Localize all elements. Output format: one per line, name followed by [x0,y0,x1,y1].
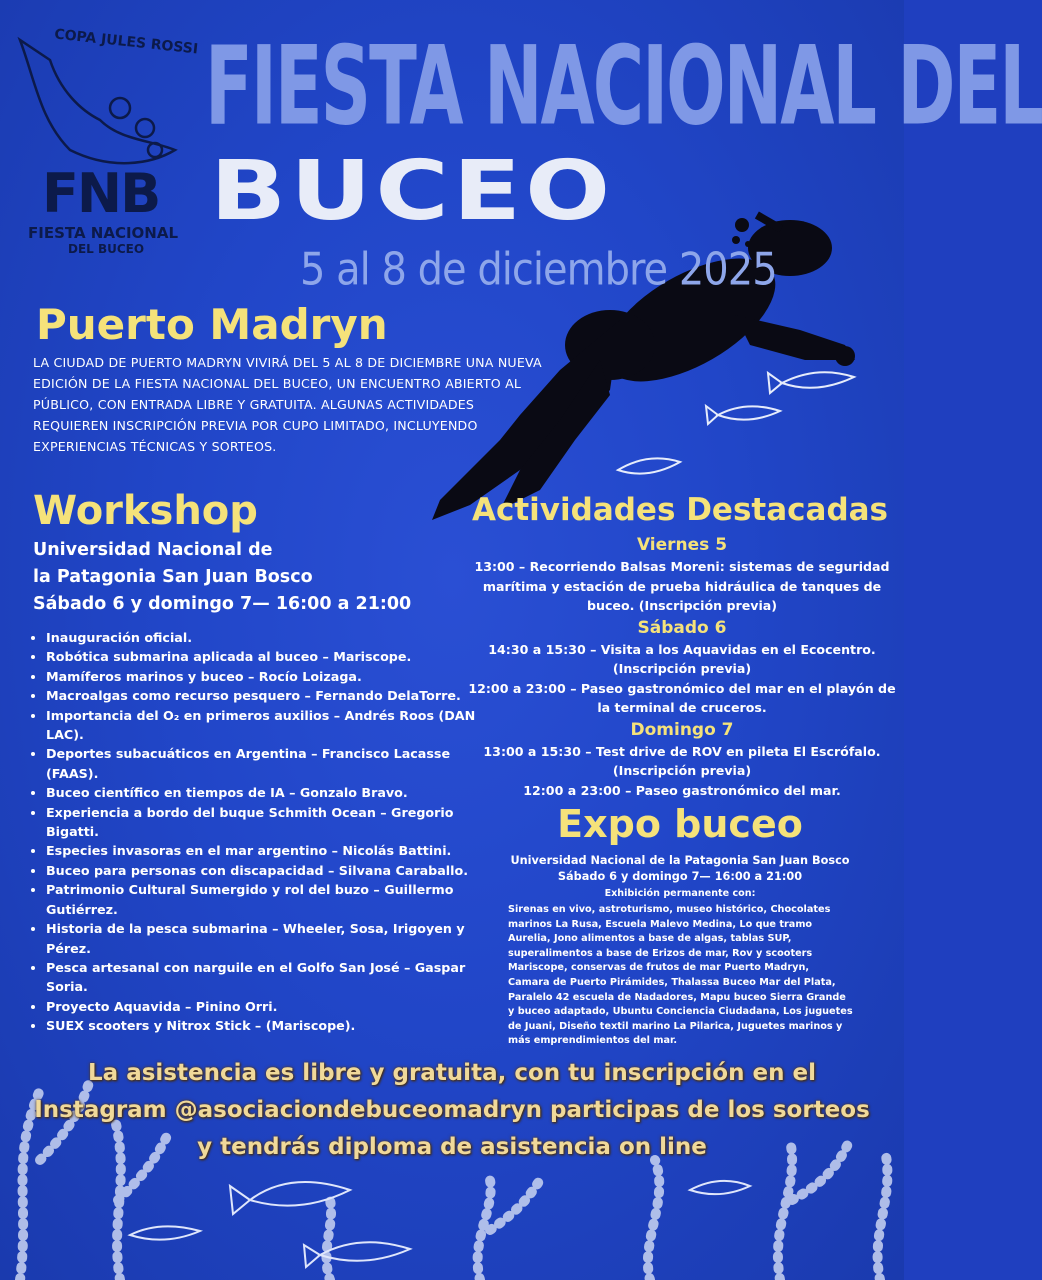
list-item: • Patrimonio Cultural Sumergido y rol del buzo – Guillermo Gutiérrez. [46,880,478,919]
logo-arc-text: COPA JULES ROSSI [53,26,199,58]
expo-exhibit-heading: Exhibición permanente con: [604,888,756,899]
activity-event: 13:00 a 15:30 – Test drive de ROV en pileta El Escrófalo. (Inscripción previa) [483,743,881,778]
footer-note [16,1055,888,1166]
list-item: • Proyecto Aquavida – Pinino Orri. [46,997,478,1016]
title-line-2: BUCEO [210,142,615,239]
list-item: • SUEX scooters y Nitrox Stick – (Mariscope). [46,1016,478,1035]
workshop-list [28,628,478,1036]
expo-venue-block [470,853,890,885]
list-item: • Experiencia a bordo del buque Schmith Ocean – Gregorio Bigatti. [46,803,478,842]
list-item: • Inauguración oficial. [46,628,478,647]
workshop-venue-line-2: la Patagonia San Juan Bosco [33,567,313,587]
bubbles-icon [732,218,751,247]
list-item: • Macroalgas como recurso pesquero – Fernando DelaTorre. [46,686,478,705]
expo-exhibitors: Sirenas en vivo, astroturismo, museo histórico, Chocolates marinos La Rusa, Escuela Malevo Medina, Lo que tramo Aurelia, Jono alimentos a base de algas, tablas SUP, superalimentos a base de Erizos de mar, Rov y scooters Mariscope, conservas de frutos de mar Puerto Madryn, Camara de Puerto Pirámides, Thalassa Buceo Mar del Plata, Paralelo 42 escuela de Nadadores, Mapu buceo Sierra Grande y buceo adaptado, Ubuntu Conciencia Ciudadana, Los juguetes de Juani, Diseño textil marino La Pilarica, Juguetes marinos y más emprendimientos del mar. [508,904,853,1047]
list-item: • Especies invasoras en el mar argentino – Nicolás Battini. [46,841,478,860]
workshop-schedule: Sábado 6 y domingo 7— 16:00 a 21:00 [33,594,412,614]
activity-day: Viernes 5 [636,535,728,555]
activity-day: Sábado 6 [637,617,727,638]
footer-line-3: y tendrás diploma de asistencia on line [197,1134,707,1160]
expo-schedule: Sábado 6 y domingo 7— 16:00 a 21:00 [557,870,803,883]
footer-line-1: La asistencia es libre y gratuita, con tu inscripción en el [88,1060,816,1086]
logo-caption-2: DEL BUCEO [68,242,145,256]
activities-list [468,533,896,800]
city-intro: LA CIUDAD DE PUERTO MADRYN VIVIRÁ DEL 5 AL 8 DE DICIEMBRE UNA NUEVA EDICIÓN DE LA FIESTA NACIONAL DEL BUCEO, UN ENCUENTRO ABIERTO AL PÚBLICO, CON ENTRADA LIBRE Y GRATUITA. ALGUNAS ACTIVIDADES REQUIEREN INSCRIPCIÓN PREVIA POR CUPO LIMITADO, INCLUYENDO EXPERIENCIAS TÉCNICAS Y SORTEOS. [33,355,542,454]
city-heading: Puerto Madryn [36,300,388,349]
workshop-venue-line-1: Universidad Nacional de [33,540,273,560]
activities-heading: Actividades Destacadas [471,492,889,528]
activity-event: 12:00 a 23:00 – Paseo gastronómico del mar en el playón de la terminal de cruceros. [468,680,896,715]
workshop-venue [33,537,453,618]
list-item: • Mamíferos marinos y buceo – Rocío Loizaga. [46,667,478,686]
list-item: • Buceo científico en tiempos de IA – Gonzalo Bravo. [46,783,478,802]
expo-venue: Universidad Nacional de la Patagonia San Juan Bosco [510,854,850,867]
activity-event: 13:00 – Recorriendo Balsas Moreni: sistemas de seguridad marítima y estación de prueba hidráulica de tanques de buceo. (Inscripción previa) [474,559,890,613]
logo [14,26,214,260]
list-item: • Robótica submarina aplicada al buceo – Mariscope. [46,647,478,666]
activity-event: 14:30 a 15:30 – Visita a los Aquavidas en el Ecocentro. (Inscripción previa) [488,641,876,676]
list-item: • Importancia del O₂ en primeros auxilios – Andrés Roos (DAN LAC). [46,706,478,745]
footer-line-2: Instagram @asociaciondebuceomadryn participas de los sorteos [34,1097,870,1123]
title-line-1: FIESTA NACIONAL DEL [205,22,1042,150]
list-item: • Historia de la pesca submarina – Wheeler, Sosa, Irigoyen y Pérez. [46,919,478,958]
workshop-heading: Workshop [33,488,258,534]
logo-letters: FNB [42,162,160,225]
activity-day: Domingo 7 [630,719,734,740]
activity-event: 12:00 a 23:00 – Paseo gastronómico del mar. [523,782,841,798]
list-item: • Pesca artesanal con narguile en el Golfo San José – Gaspar Soria. [46,958,478,997]
logo-caption-1: FIESTA NACIONAL [28,224,178,242]
event-dates: 5 al 8 de diciembre 2025 [300,244,777,296]
list-item: • Deportes subacuáticos en Argentina – Francisco Lacasse (FAAS). [46,744,478,783]
expo-heading: Expo buceo [557,802,803,846]
list-item: • Buceo para personas con discapacidad – Silvana Caraballo. [46,861,478,880]
